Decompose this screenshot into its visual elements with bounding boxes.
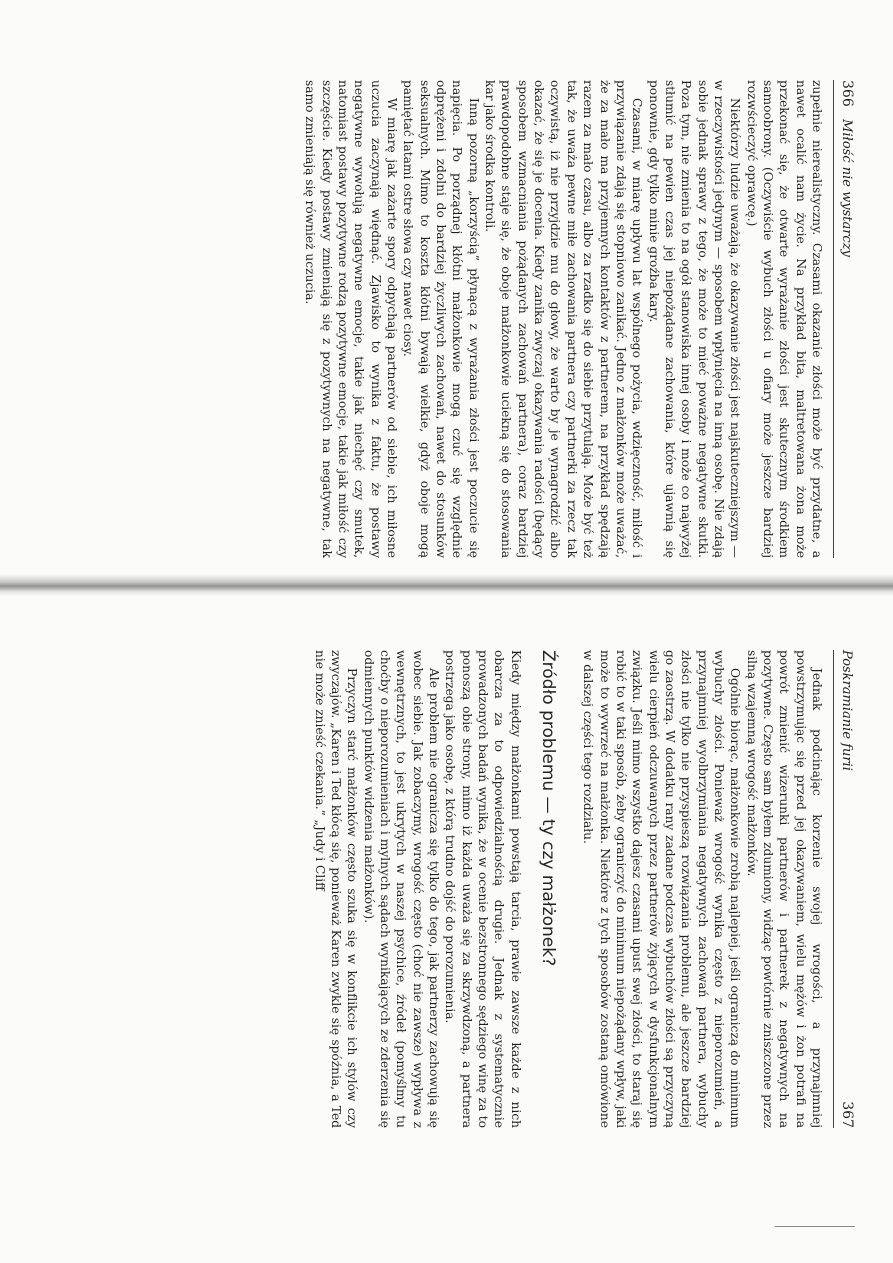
left-paragraph-4: Inną pozorną „korzyścią” płynącą z wyrażania złości jest poczucie się napięcia. Po porządnej kłótni małżonkowie mogą czuć się względnie odprężeni i zdolni do bardziej życzliwych zachowań, nawet do stosunków seksualnych. Mimo to koszta kłótni bywają wielkie, gdyż oboje mogą pamiętać latami ostre słowa czy nawet ciosy. [401, 80, 481, 558]
right-paragraph-3: Kiedy między małżonkami powstają tarcia, prawie zawsze każde z nich obarcza za to odpowiedzialnością drugie. Jednak z systematycznie prowadzonych badań wynika, że w ocenie bezstronnego sędziego winę za to ponoszą obie strony, mimo iż każda uważa się za skrzywdzoną, a partnera postrzega jako osobę, z którą trudno dojść do porozumienia. [443, 650, 523, 1128]
left-paragraph-2: Niektórzy ludzie uważają, że okazywanie złości jest najskuteczniejszym — w rzeczywistości jedynym — sposobem wpłynięcia na inną osobę. Nie zdają sobie jednak sprawy z tego, że może to mieć poważne negatywne skutki. Poza tym, nie zmienia to na ogół stanowiska innej osoby i może co najwyżej stłumić na pewien czas jej niepożądane zachowania, które ujawnią się ponownie, gdy tylko minie groźba kary. [646, 80, 743, 558]
right-paragraph-1: Jednak podcinając korzenie swojej wrogości, a przynajmniej powstrzymując się przed jej okazywaniem, wielu mężów i żon potrafi na powrót zmienić wizerunki partnerów i partnerek z negatywnych na pozytywne. Często sam byłem zdumiony, widząc powtórnie zniszczone przez silną wzajemną wrogość małżonków. [744, 650, 824, 1128]
right-running-title: Poskramianie furii [839, 650, 854, 771]
left-paragraph-1: zupełnie nierealistyczny. Czasami okazanie złości może być przydatne, a nawet ocalić nam życie. Na przykład bita, maltretowana żona może przekonać się, że otwarte wyrażanie złości jest skutecznym środkiem samoobrony. (Oczywiście wybuch złości u ofiary może jeszcze bardziej rozwścieczyć oprawcę.) [744, 80, 824, 558]
left-paragraph-3: Czasami, w miarę upływu lat wspólnego pożycia, wdzięczność, miłość i przywiązanie zdają się stopniowo zanikać. Jedno z małżonków może uważać, że za mało ma przyjemnych kontaktów z partnerem, na przykład spędzają razem za mało czasu, albo za rzadko się do siebie przytulają. Może być też tak, że uważa pewne miłe zachowania partnera czy partnerki za rzecz tak oczywistą, iż nie przyjdzie mu do głowy, że warto by je wynagrodzić albo okazać, że się je docenia. Kiedy zanika zwyczaj okazywania radości (będący sposobem wzmacniania pożądanych zachowań partnera), coraz bardziej prawdopodobne staje się, że oboje małżonkowie uciekną się do stosowania kar jako środka kontroli. [483, 80, 645, 558]
right-page [135, 650, 855, 1128]
right-paragraph-2: Ogólnie biorąc, małżonkowie zrobią najlepiej, jeśli ograniczą do minimum wybuchy złości. Ponieważ wrogość wynika często z nieporozumień, a przynajmniej wyolbrzymiania negatywnych zachowań partnera, wybuchy złości nie tylko nie przyspieszą rozwiązania problemu, ale jeszcze bardziej go zaostrzą. W dodatku rany zadane podczas wybuchów złości są przyczyną wielu cierpień odczuwanych przez partnerów żyjących w dysfunkcjonalnym związku. Jeśli mimo wszystko dajesz czasami upust swej złości, to staraj się robić to w taki sposób, żeby ograniczyć do minimum niepożądany wpływ, jaki może to wywrzeć na małżonka. Niektóre z tych sposobów zostaną omówione w dalszej części tego rozdziału. [581, 650, 743, 1128]
left-running-title: Miłość nie wystarczy [839, 119, 854, 257]
book-gutter-shadow [0, 574, 893, 596]
right-running-head [833, 650, 855, 1128]
right-paragraph-4: Ale problem nie ogranicza się tylko do tego, jak partnerzy zachowują się wobec siebie. Jak zobaczymy, wrogość często (choć nie zawsze) wypływa z wewnętrznych, to jest ukrytych w naszej psychice, źródeł (pomyślmy tu choćby o nieporozumieniach i mylnych sądach wynikających ze zderzenia się odmiennych punktów widzenia małżonków). [361, 650, 442, 1128]
left-running-head [833, 80, 855, 558]
section-heading: Źródło problemu — ty czy małżonek? [537, 650, 558, 967]
left-page-number: 366 [839, 80, 855, 107]
left-page [135, 80, 855, 558]
right-page-number: 367 [839, 1101, 855, 1128]
left-paragraph-5: W miarę jak zażarte spory odpychają partnerów od siebie, ich miłosne uczucia zaczynają więdnąć. Zjawisko to wynika z faktu, że postawy negatywne wywołują negatywne emocje, takie jak niechęć czy smutek, natomiast postawy pozytywne rodzą pozytywne emocje, takie jak miłość czy szczęście. Kiedy postawy zmieniają się z pozytywnych na negatywne, tak samo zmieniają się również uczucia. [303, 80, 400, 558]
page-edge-mark [775, 1226, 855, 1227]
right-paragraph-5: Przyczyn starć małżonków często szuka się w konflikcie ich stylów czy zwyczajów. „Karen i Ted kłócą się, ponieważ Karen zwykle się spóźnia, a Ted nie może znieść czekania.” „Judy i Cliff [312, 650, 360, 1128]
